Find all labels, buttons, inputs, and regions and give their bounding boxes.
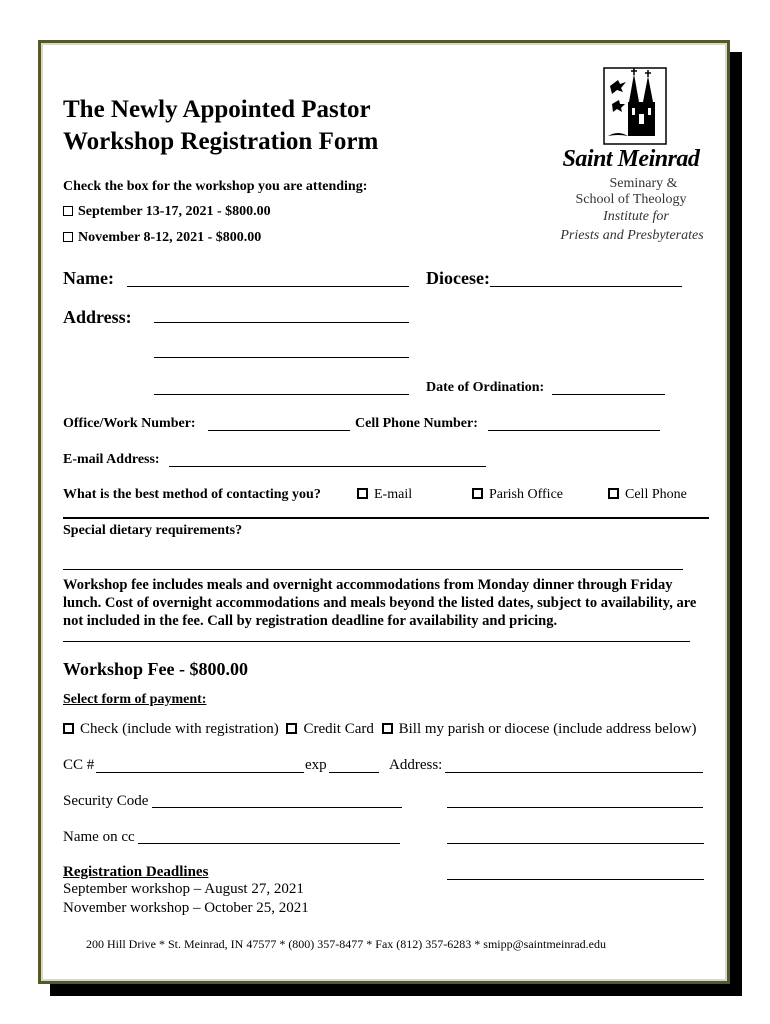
logo-name: Saint Meinrad: [562, 146, 700, 172]
checkbox[interactable]: [63, 206, 73, 216]
checkbox[interactable]: [286, 723, 297, 734]
deadline-november: November workshop – October 25, 2021: [63, 900, 309, 916]
name-field[interactable]: [127, 286, 409, 287]
billing-address-line-2[interactable]: [447, 807, 703, 808]
fee-note: Workshop fee includes meals and overnight accommodations from Monday dinner through Friday lunch. Cost of overnight accommodations and meals beyond the listed dates, subject to availability, are not included in the fee. Call by registration deadline for availability and pricing.: [63, 577, 697, 629]
contact-option-cell-phone[interactable]: Cell Phone: [608, 487, 687, 503]
workshop-instruction: Check the box for the workshop you are attending:: [63, 179, 368, 194]
logo-line-3: Institute for: [603, 209, 669, 224]
name-label: Name:: [63, 268, 114, 288]
logo: [598, 64, 670, 148]
footer-contact: 200 Hill Drive * St. Meinrad, IN 47577 * (800) 357-8477 * Fax (812) 357-6283 * smipp@saintmeinrad.edu: [86, 937, 606, 951]
payment-options: [63, 721, 696, 738]
cell-number-field[interactable]: [488, 430, 660, 431]
email-field[interactable]: [169, 466, 486, 467]
address-line-3[interactable]: [154, 394, 409, 395]
contact-option-email[interactable]: E-mail: [357, 487, 412, 503]
payment-option-check[interactable]: Check (include with registration): [63, 721, 279, 737]
address-line-1[interactable]: [154, 322, 409, 323]
office-number-field[interactable]: [208, 430, 350, 431]
diocese-field[interactable]: [490, 286, 682, 287]
payment-option-credit-card[interactable]: Credit Card: [286, 721, 373, 737]
checkbox[interactable]: [357, 488, 368, 499]
security-code-field[interactable]: [152, 807, 402, 808]
church-with-doves-icon: [598, 64, 670, 148]
name-on-cc-label: Name on cc: [63, 829, 135, 845]
workshop-option-november[interactable]: November 8-12, 2021 - $800.00: [63, 230, 261, 246]
checkbox[interactable]: [472, 488, 483, 499]
contact-question: What is the best method of contacting you?: [63, 487, 321, 502]
cc-number-field[interactable]: [96, 772, 304, 773]
office-number-label: Office/Work Number:: [63, 416, 196, 431]
exp-label: exp: [305, 757, 327, 773]
checkbox[interactable]: [63, 723, 74, 734]
dietary-field[interactable]: [63, 569, 683, 570]
payment-select-label: Select form of payment:: [63, 692, 207, 707]
workshop-option-september[interactable]: September 13-17, 2021 - $800.00: [63, 204, 271, 220]
fee-heading: Workshop Fee - $800.00: [63, 659, 249, 679]
address-label: Address:: [63, 307, 132, 327]
checkbox[interactable]: [63, 232, 73, 242]
dietary-label: Special dietary requirements?: [63, 523, 243, 538]
billing-address-label: Address:: [389, 757, 443, 773]
security-code-label: Security Code: [63, 793, 149, 809]
fee-note-underline: [63, 641, 690, 642]
section-divider: [63, 517, 709, 519]
address-line-2[interactable]: [154, 357, 409, 358]
billing-address-line-4[interactable]: [447, 879, 704, 880]
exp-field[interactable]: [329, 772, 379, 773]
email-label: E-mail Address:: [63, 452, 160, 467]
cell-number-label: Cell Phone Number:: [355, 416, 478, 431]
diocese-label: Diocese:: [426, 268, 490, 288]
logo-line-2: School of Theology: [575, 192, 687, 207]
checkbox[interactable]: [608, 488, 619, 499]
ordination-label: Date of Ordination:: [426, 380, 545, 395]
title-line-2: Workshop Registration Form: [63, 128, 379, 155]
name-on-cc-field[interactable]: [138, 843, 400, 844]
contact-option-parish-office[interactable]: Parish Office: [472, 487, 563, 503]
logo-line-1: Seminary &: [609, 176, 678, 191]
deadlines-heading: Registration Deadlines: [63, 864, 209, 880]
cc-label: CC #: [63, 757, 95, 773]
title-line-1: The Newly Appointed Pastor: [63, 96, 371, 123]
billing-address-line-1[interactable]: [445, 772, 703, 773]
billing-address-line-3[interactable]: [447, 843, 704, 844]
deadline-september: September workshop – August 27, 2021: [63, 881, 304, 897]
form-title: [63, 94, 443, 158]
payment-option-bill-parish[interactable]: Bill my parish or diocese (include address below): [382, 721, 697, 737]
checkbox[interactable]: [382, 723, 393, 734]
logo-line-4: Priests and Presbyterates: [560, 228, 704, 243]
ordination-field[interactable]: [552, 394, 665, 395]
